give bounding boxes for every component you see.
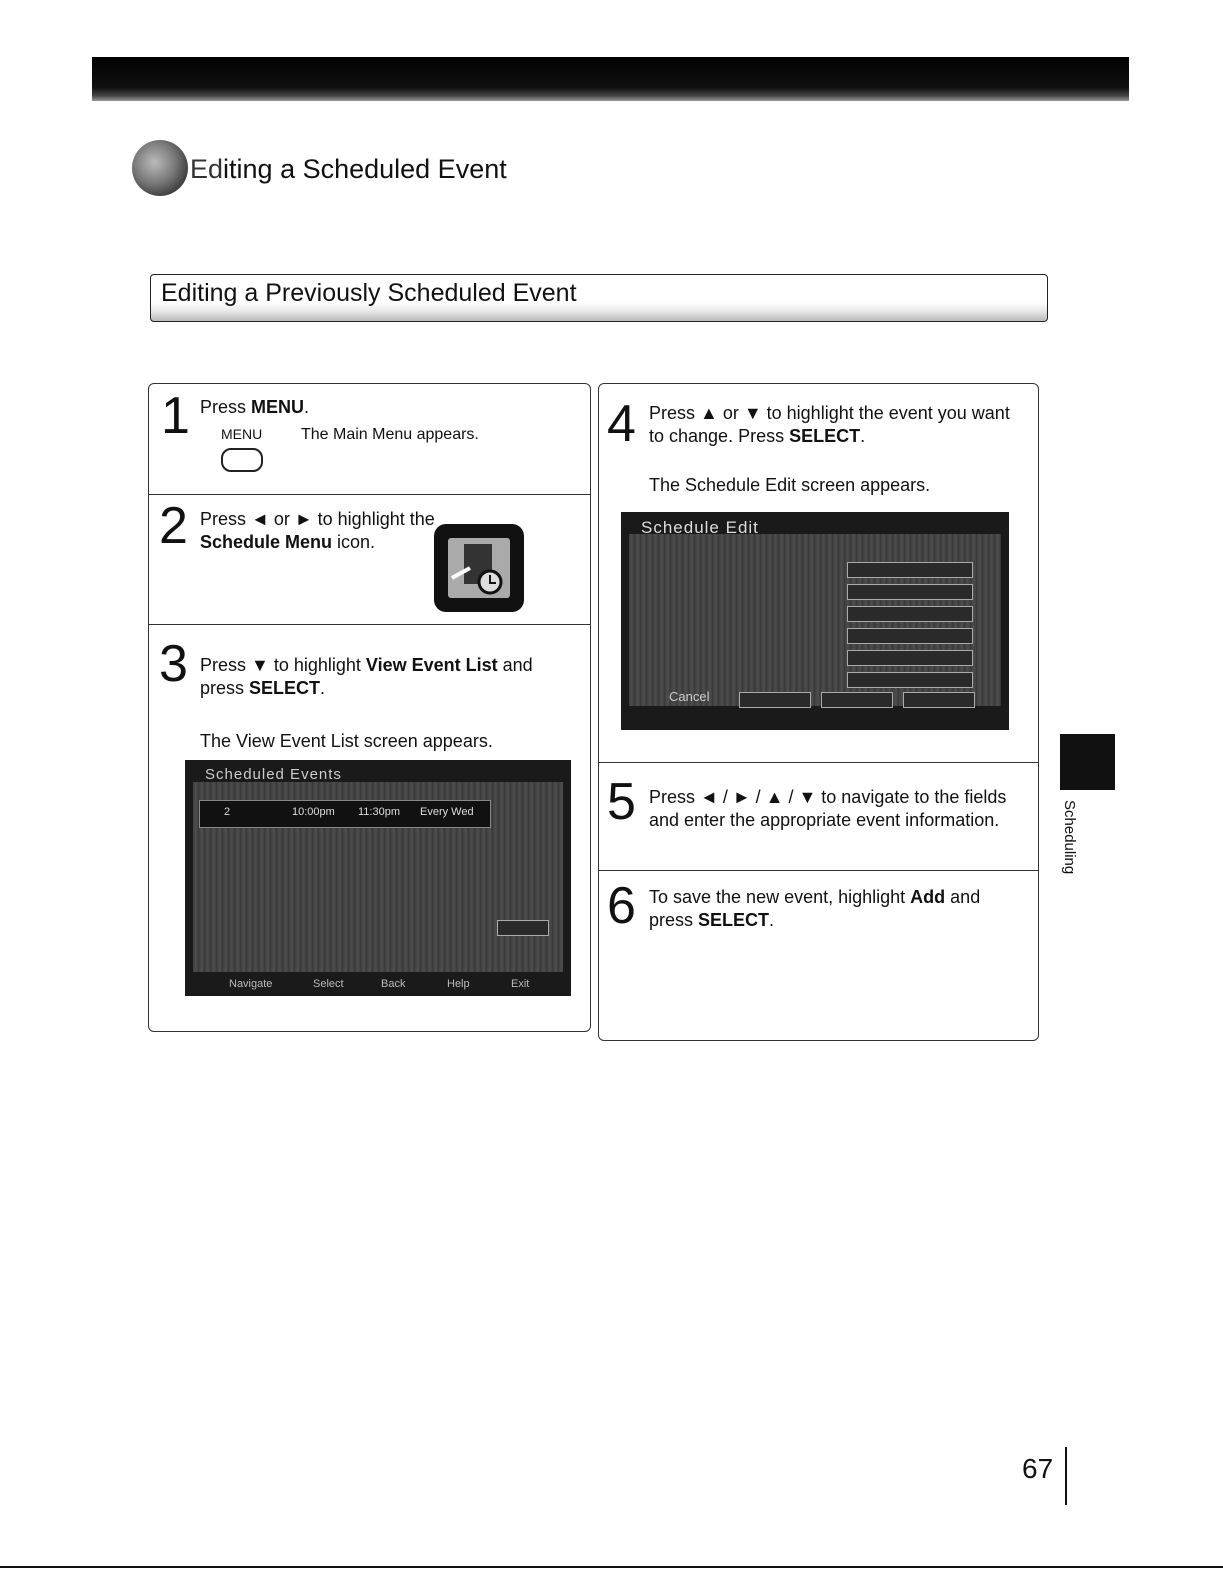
step-6-pre: To save the new event, highlight bbox=[649, 887, 911, 907]
step-3-mid: and bbox=[497, 655, 533, 675]
page-title-lead: Ed bbox=[190, 154, 224, 184]
section-heading-box bbox=[150, 274, 1048, 322]
step-4-number: 4 bbox=[607, 395, 636, 453]
step-3-pre: Press ▼ to highlight bbox=[200, 655, 366, 675]
chapter-label bbox=[1060, 800, 1082, 890]
step-1-note: The Main Menu appears. bbox=[301, 426, 479, 443]
step-divider bbox=[599, 762, 1038, 763]
event-row bbox=[199, 800, 491, 828]
schedule-menu-icon bbox=[434, 524, 524, 612]
edit-field bbox=[847, 584, 973, 600]
cancel-label: Cancel bbox=[669, 689, 710, 704]
step-4-pre2: to change. Press bbox=[649, 426, 790, 446]
chapter-tab bbox=[1060, 734, 1115, 790]
screen-button bbox=[497, 920, 549, 936]
edit-button bbox=[821, 692, 893, 708]
step-5-line1: Press ◄ / ► / ▲ / ▼ to navigate to the fields bbox=[649, 787, 1007, 807]
step-6-bold: Add bbox=[910, 887, 946, 907]
edit-field bbox=[847, 562, 973, 578]
step-4-post: . bbox=[860, 426, 866, 446]
page-title-text bbox=[190, 154, 507, 185]
page-number: 67 bbox=[1022, 1453, 1054, 1484]
step-2-number: 2 bbox=[159, 497, 188, 555]
step-3-post: . bbox=[320, 678, 326, 698]
footer-help: Help bbox=[447, 978, 470, 990]
step-5-number: 5 bbox=[607, 773, 636, 831]
step-3-bold: View Event List bbox=[365, 655, 498, 675]
step-4-pre: Press ▲ or ▼ to highlight the event you want bbox=[649, 403, 1010, 423]
calendar-clock-icon bbox=[448, 538, 510, 598]
steps-panel-right bbox=[598, 383, 1039, 1041]
step-6-text bbox=[649, 886, 980, 932]
steps-panel-left bbox=[148, 383, 591, 1032]
screen-title: Schedule Edit bbox=[641, 518, 759, 537]
edit-button bbox=[903, 692, 975, 708]
step-4-note: The Schedule Edit screen appears. bbox=[649, 475, 931, 495]
step-1-post: . bbox=[304, 397, 310, 417]
step-2-bold: Schedule Menu bbox=[200, 532, 333, 552]
edit-field bbox=[847, 628, 973, 644]
edit-field bbox=[847, 672, 973, 688]
event-end: 11:30pm bbox=[358, 806, 400, 818]
step-divider bbox=[149, 494, 590, 495]
footer-select: Select bbox=[313, 978, 344, 990]
step-3-bold2: SELECT bbox=[249, 678, 321, 698]
menu-button-icon bbox=[221, 448, 263, 472]
page-title-rest: iting a Scheduled Event bbox=[223, 154, 507, 184]
header-band bbox=[92, 57, 1129, 101]
step-5-line2: and enter the appropriate event information. bbox=[649, 810, 1000, 830]
menu-button-label: MENU bbox=[221, 426, 263, 442]
step-6-pre2: press bbox=[649, 910, 699, 930]
step-divider bbox=[149, 624, 590, 625]
schedule-edit-screenshot bbox=[621, 512, 1009, 730]
page-bottom-rule bbox=[0, 1566, 1223, 1568]
event-start: 10:00pm bbox=[292, 806, 335, 818]
step-6-post: . bbox=[769, 910, 775, 930]
step-5-text bbox=[649, 786, 1006, 832]
step-1-pre: Press bbox=[200, 397, 252, 417]
step-1-number: 1 bbox=[161, 387, 190, 445]
title-bullet-icon bbox=[132, 140, 188, 196]
event-channel: 2 bbox=[224, 806, 231, 818]
footer-navigate: Navigate bbox=[229, 978, 273, 990]
step-4-text bbox=[649, 402, 1010, 448]
view-event-list-screenshot bbox=[185, 760, 571, 996]
screen-title: Scheduled Events bbox=[205, 766, 342, 783]
step-6-number: 6 bbox=[607, 877, 636, 935]
chapter-label-text: Scheduling bbox=[1061, 800, 1078, 875]
step-3-number: 3 bbox=[159, 635, 188, 693]
edit-field bbox=[847, 650, 973, 666]
step-1-bold: MENU bbox=[251, 397, 305, 417]
step-3-pre2: press bbox=[200, 678, 250, 698]
step-4-bold: SELECT bbox=[789, 426, 861, 446]
event-frequency: Every Wed bbox=[420, 806, 474, 818]
step-6-bold2: SELECT bbox=[698, 910, 770, 930]
step-3-text bbox=[200, 654, 533, 700]
step-1-text bbox=[200, 396, 309, 419]
step-3-note: The View Event List screen appears. bbox=[200, 731, 493, 751]
footer-back: Back bbox=[381, 978, 406, 990]
step-2-pre: Press ◄ or ► to highlight the bbox=[200, 509, 435, 529]
step-6-mid: and bbox=[945, 887, 981, 907]
edit-button bbox=[739, 692, 811, 708]
section-heading: Editing a Previously Scheduled Event bbox=[161, 279, 577, 307]
edit-field bbox=[847, 606, 973, 622]
page-number-bar bbox=[1065, 1447, 1067, 1505]
step-divider bbox=[599, 870, 1038, 871]
footer-exit: Exit bbox=[511, 978, 530, 990]
step-2-post: icon. bbox=[332, 532, 376, 552]
step-2-text bbox=[200, 508, 435, 554]
